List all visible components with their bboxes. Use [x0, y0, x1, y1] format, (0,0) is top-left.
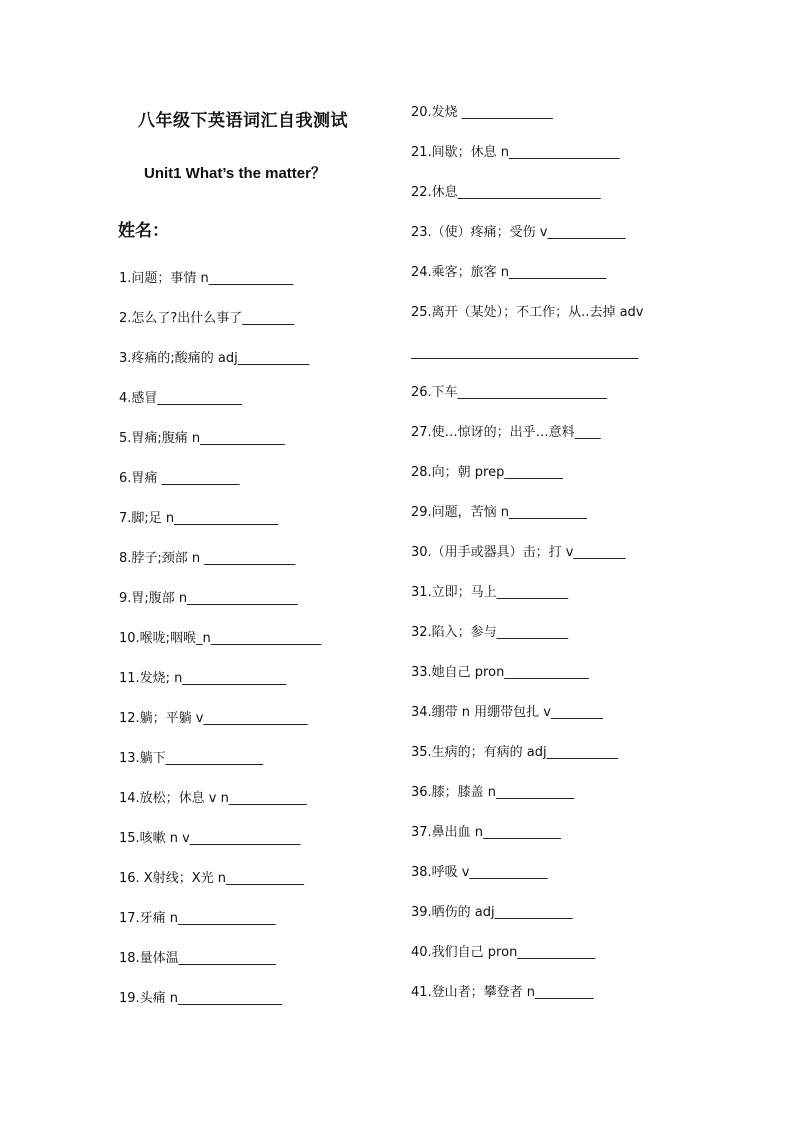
question-item: 32.陷入；参与___________ [411, 625, 569, 640]
question-item: 12.躺；平躺 v________________ [119, 711, 308, 726]
question-item: 25.离开（某处）；不工作；从..去掉 adv [411, 305, 644, 320]
question-item: 22.休息______________________ [411, 185, 601, 200]
question-item: 24.乘客；旅客 n_______________ [411, 265, 607, 280]
question-item: 9.胃;腹部 n_________________ [119, 591, 298, 606]
unit-subtitle: Unit1 What’s the matter？ [144, 165, 326, 182]
answer-line: ___________________________________ [411, 345, 639, 360]
question-item: 38.呼吸 v____________ [411, 865, 548, 880]
question-item: 29.问题，苦恼 n____________ [411, 505, 588, 520]
question-item: 40.我们自己 pron____________ [411, 945, 596, 960]
student-name-label: 姓名： [118, 221, 169, 241]
question-item: 33.她自己 pron_____________ [411, 665, 589, 680]
question-item: 11.发烧; n________________ [119, 671, 287, 686]
question-item: 16. X射线；X光 n____________ [119, 871, 304, 886]
question-item: 27.使…惊讶的；出乎…意料____ [411, 425, 601, 440]
question-item: 31.立即；马上___________ [411, 585, 569, 600]
question-item: 7.脚;足 n________________ [119, 511, 279, 526]
question-item: 3.疼痛的;酸痛的 adj___________ [119, 351, 310, 366]
question-item: 18.量体温_______________ [119, 951, 277, 966]
question-item: 41.登山者；攀登者 n_________ [411, 985, 594, 1000]
question-item: 30.（用手或器具）击；打 v________ [411, 545, 626, 560]
question-item: 8.脖子;颈部 n ______________ [119, 551, 296, 566]
question-item: 36.膝；膝盖 n____________ [411, 785, 575, 800]
question-item: 20.发烧 ______________ [411, 105, 553, 120]
question-item: 4.感冒_____________ [119, 391, 242, 406]
question-item: 21.间歇；休息 n_________________ [411, 145, 620, 160]
question-item: 37.鼻出血 n____________ [411, 825, 562, 840]
question-item: 14.放松；休息 v n____________ [119, 791, 307, 806]
question-item: 26.下车_______________________ [411, 385, 608, 400]
question-item: 15.咳嗽 n v_________________ [119, 831, 301, 846]
question-item: 28.向；朝 prep_________ [411, 465, 563, 480]
question-item: 1.问题；事情 n_____________ [119, 271, 294, 286]
question-item: 34.绷带 n 用绷带包扎 v________ [411, 705, 604, 720]
question-item: 10.喉咙;咽喉_n_________________ [119, 631, 322, 646]
question-item: 2.怎么了?出什么事了________ [119, 311, 295, 326]
question-item: 6.胃痛 ____________ [119, 471, 240, 486]
question-item: 19.头痛 n________________ [119, 991, 283, 1006]
question-item: 5.胃痛;腹痛 n_____________ [119, 431, 285, 446]
question-item: 13.躺下_______________ [119, 751, 264, 766]
question-item: 35.生病的；有病的 adj___________ [411, 745, 619, 760]
question-item: 39.晒伤的 adj____________ [411, 905, 573, 920]
worksheet-title: 八年级下英语词汇自我测试 [138, 111, 348, 131]
question-item: 23.（使）疼痛；受伤 v____________ [411, 225, 626, 240]
question-item: 17.牙痛 n_______________ [119, 911, 276, 926]
